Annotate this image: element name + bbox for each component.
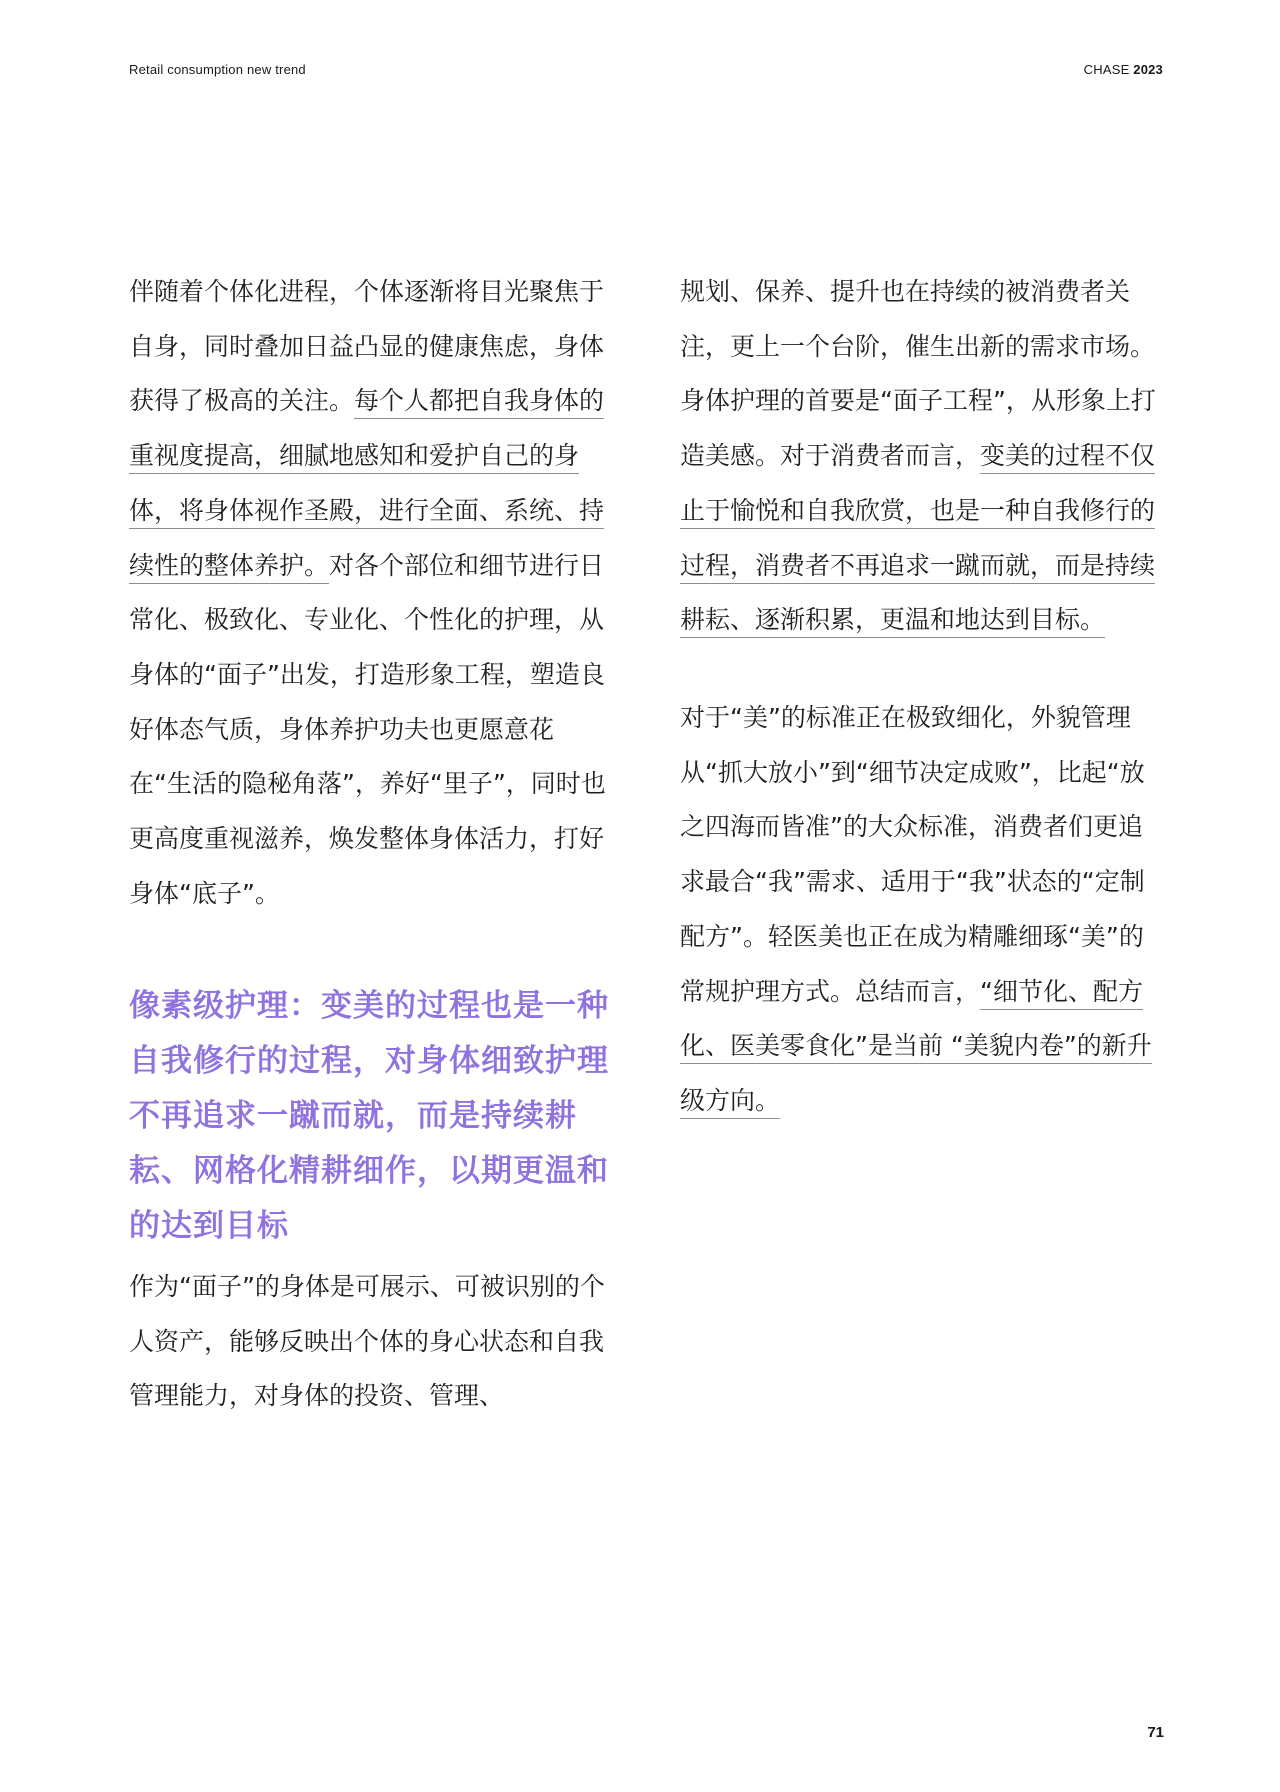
right-p2-text-a: 对于“美”的标准正在极致细化，外貌管理从“抓大放小”到“细节决定成败”，比起“放之四海而皆准”的大众标准，消费者们更追求最合“我”需求、适用于“我”状态的“定制配方”。轻医美也正在成为精雕细琢“美”的常规护理方式。总结而言，	[680, 703, 1145, 1006]
right-p1-underlined: 变美的过程不仅止于愉悦和自我欣赏，也是一种自我修行的过程，消费者不再追求一蹴而就，而是持续耕耘、逐渐积累，更温和地达到目标。	[680, 441, 1155, 638]
right-column-intro	[680, 265, 1164, 648]
right-p2-underlined: “细节化、配方化、医美零食化”是当前 “美貌内卷”的新升级方向。	[680, 977, 1152, 1119]
page-number: 71	[1147, 1724, 1164, 1741]
right-paragraph-1	[680, 265, 1164, 648]
left-p1-underlined: 每个人都把自我身体的重视度提高，细腻地感知和爱护自己的身体，将身体视作圣殿，进行全面、系统、持续性的整体养护。	[129, 386, 604, 583]
left-column-heading	[129, 979, 613, 1254]
left-paragraph-1	[129, 265, 613, 921]
right-column-outro	[680, 691, 1164, 1129]
header-brand: CHASE	[1083, 62, 1130, 77]
left-column-outro	[129, 1260, 613, 1424]
left-column-intro	[129, 265, 613, 921]
left-paragraph-2: 作为“面子”的身体是可展示、可被识别的个人资产，能够反映出个体的身心状态和自我管理能力，对身体的投资、管理、	[129, 1272, 605, 1411]
header-brand-year	[1084, 62, 1163, 77]
section-heading: 像素级护理：变美的过程也是一种自我修行的过程，对身体细致护理不再追求一蹴而就，而是持续耕耘、网格化精耕细作，以期更温和的达到目标	[129, 988, 609, 1244]
left-p1-text-c: 对各个部位和细节进行日常化、极致化、专业化、个性化的护理，从身体的“面子”出发，打造形象工程，塑造良好体态气质，身体养护功夫也更愿意花在“生活的隐秘角落”，养好“里子”，同时也更高度重视滋养，焕发整体身体活力，打好身体“底子”。	[129, 550, 606, 908]
left-p1-text-a: 伴随着个体化进程，个体逐渐将目光聚焦于自身，同时叠加日益凸显的健康焦虑，身体获得了极高的关注。	[129, 277, 605, 416]
header-year: 2023	[1133, 62, 1163, 77]
header-title: Retail consumption new trend	[129, 62, 306, 77]
right-p1-text-a: 规划、保养、提升也在持续的被消费者关注，更上一个台阶，催生出新的需求市场。身体护理的首要是“面子工程”，从形象上打造美感。对于消费者而言，	[680, 277, 1156, 471]
right-paragraph-2	[680, 691, 1164, 1129]
